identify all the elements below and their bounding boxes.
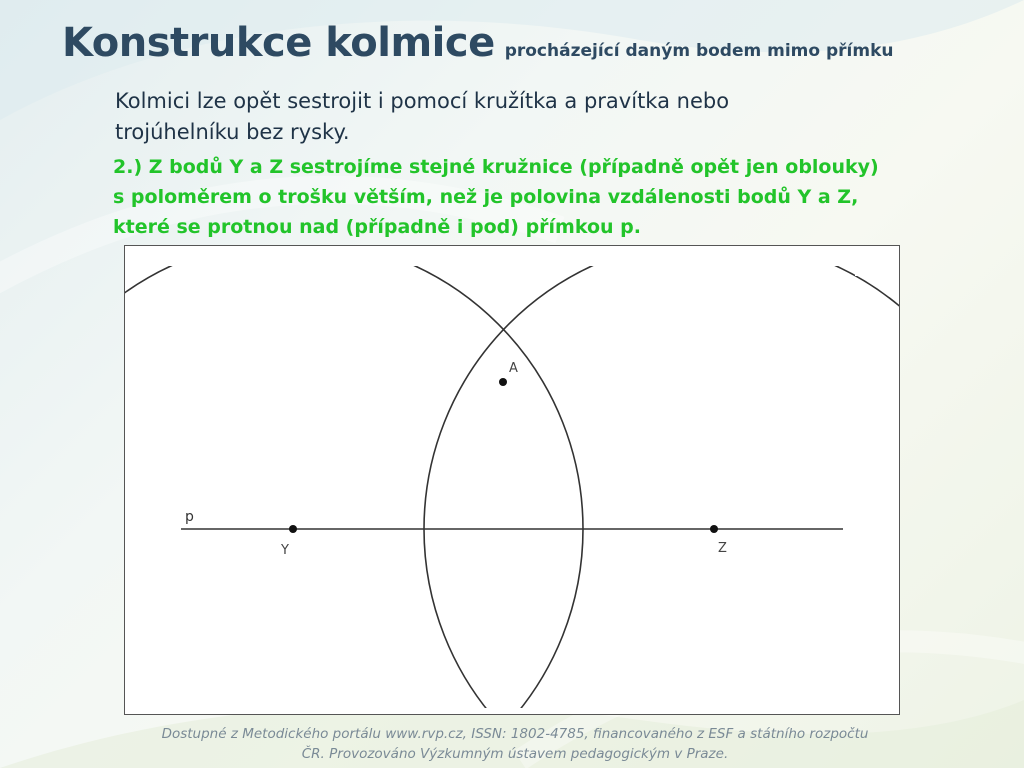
step-text: [113, 152, 1013, 242]
label-z: Z: [718, 541, 727, 556]
label-y: Y: [281, 543, 289, 558]
footer-line-1: Dostupné z Metodického portálu www.rvp.cz, ISSN: 1802-4785, financovaného z ESF a státního rozpočtu: [161, 726, 869, 742]
step-line-2: s poloměrem o trošku větším, než je polovina vzdálenosti bodů Y a Z,: [113, 186, 859, 208]
footer-attribution: [0, 724, 1024, 764]
point-a: [499, 378, 507, 386]
page-subtitle: procházející daným bodem mimo přímku: [504, 41, 894, 61]
point-z: [710, 525, 718, 533]
label-a: A: [509, 361, 518, 376]
circle-around-z: [424, 246, 899, 714]
construction-figure: [124, 245, 900, 715]
construction-drawing: [125, 246, 899, 714]
title-row: [62, 20, 1002, 66]
intro-text: [115, 86, 935, 148]
intro-line-2: trojúhelníku bez rysky.: [115, 120, 350, 144]
point-y: [289, 525, 297, 533]
circle-around-y: [125, 246, 583, 714]
step-line-3: které se protnou nad (případně i pod) přímkou p.: [113, 216, 641, 238]
page-title: Konstrukce kolmice: [62, 20, 495, 66]
intro-line-1: Kolmici lze opět sestrojit i pomocí kružítka a pravítka nebo: [115, 89, 730, 113]
label-p: p: [185, 509, 194, 525]
footer-line-2: ČR. Provozováno Výzkumným ústavem pedagogickým v Praze.: [301, 746, 729, 762]
step-line-1: 2.) Z bodů Y a Z sestrojíme stejné kružnice (případně opět jen oblouky): [113, 156, 879, 178]
